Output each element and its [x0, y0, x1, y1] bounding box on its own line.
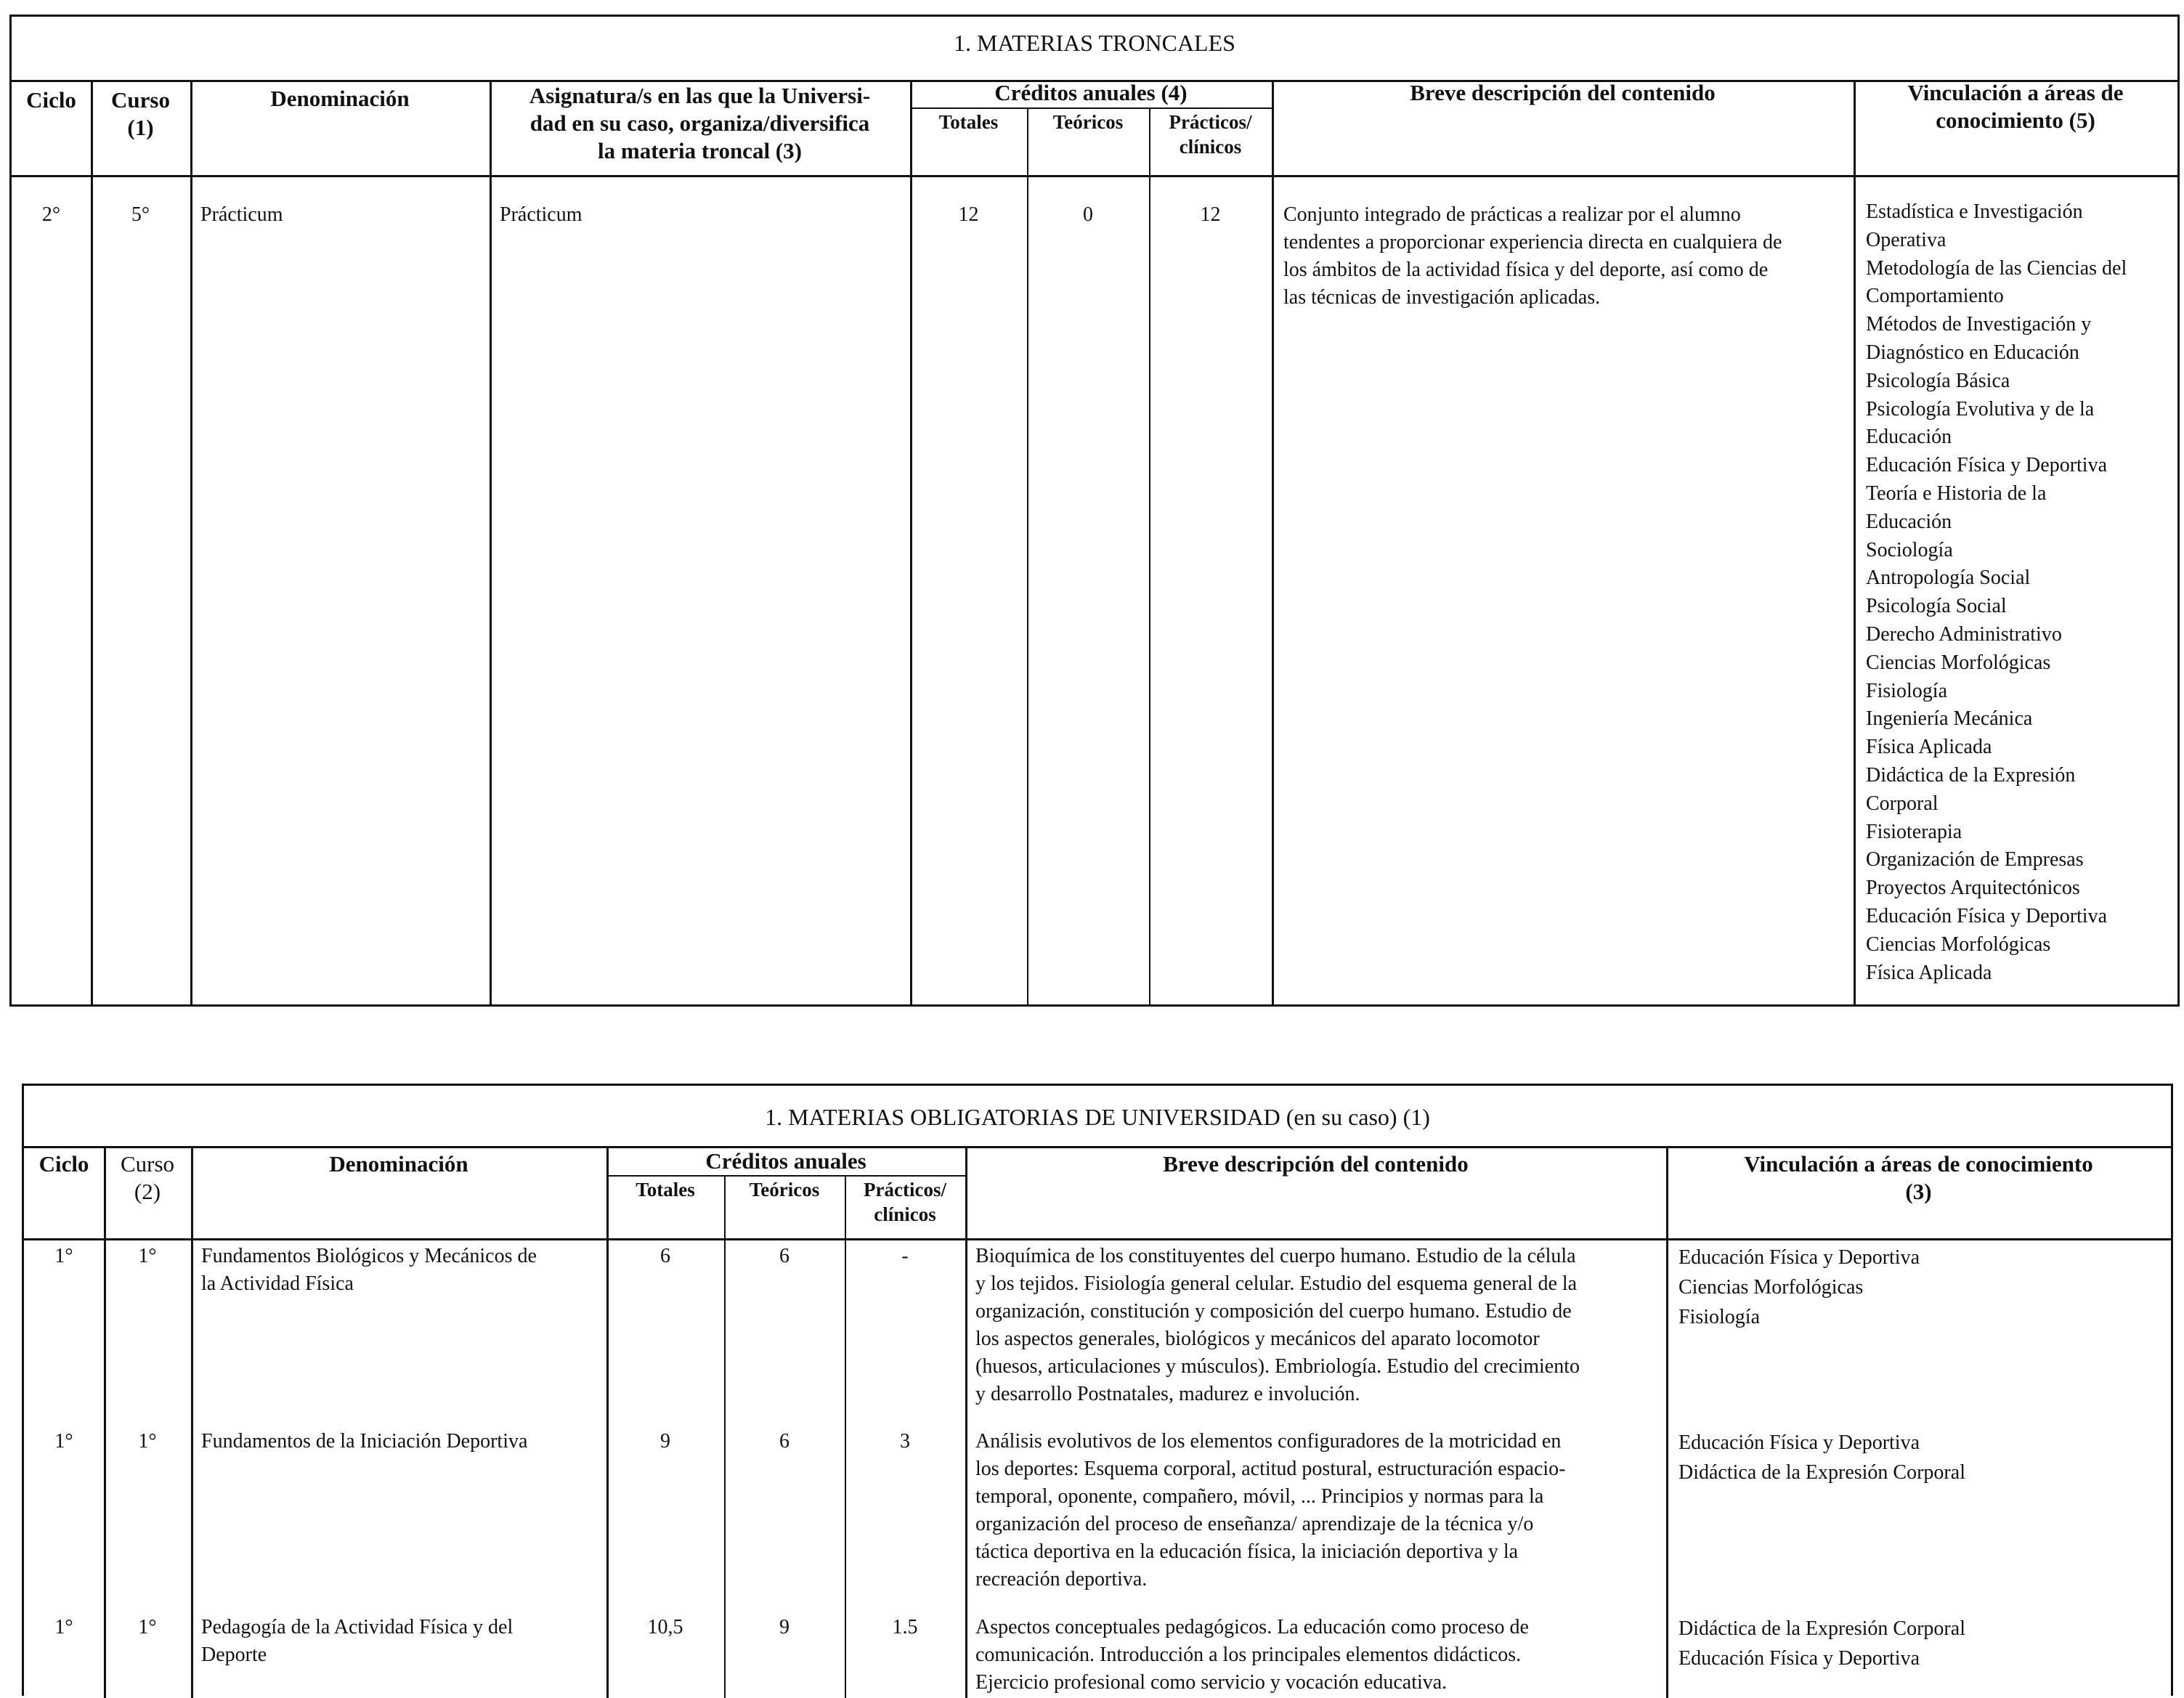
header-ciclo: Ciclo [38, 1151, 89, 1177]
header-creditos: Créditos anuales (4) [994, 80, 1188, 105]
troncales-table [9, 15, 2180, 1007]
area-item: Ciencias Morfológicas [1866, 651, 2051, 674]
header-practicos: Prácticos/ clínicos [864, 1179, 946, 1225]
header-asignaturas: Asignatura/s en las que la Universi- dad en su caso, organiza/diversifica la materia troncal (3) [529, 83, 871, 163]
cell-asignatura: Prácticum [500, 203, 582, 226]
cell-denominacion: Pedagogía de la Actividad Física y del Deporte [201, 1616, 513, 1666]
cell-teoricos: 9 [779, 1616, 789, 1638]
header-curso: Curso (1) [111, 87, 170, 140]
cell-areas: Educación Física y Deportiva Didáctica de la Expresión Corporal [1678, 1431, 1965, 1484]
area-item: Sociología [1866, 538, 1953, 561]
header-denominacion: Denominación [270, 86, 410, 111]
areas-list [1866, 198, 2175, 987]
header-descripcion: Breve descripción del contenido [1163, 1151, 1469, 1177]
col-divider [1272, 80, 1274, 1004]
troncales-title: 1. MATERIAS TRONCALES [954, 30, 1235, 56]
area-item: Psicología Evolutiva y de la Educación [1866, 397, 2095, 449]
area-item: Fisioterapia [1866, 820, 1962, 843]
area-item: Derecho Administrativo [1866, 622, 2062, 646]
cell-totales: 10,5 [647, 1616, 683, 1638]
cell-curso: 5° [131, 203, 150, 226]
cell-curso: 1° [138, 1616, 157, 1638]
obligatorias-title: 1. MATERIAS OBLIGATORIAS DE UNIVERSIDAD (en su caso) (1) [765, 1104, 1430, 1130]
cell-denominacion: Prácticum [200, 203, 283, 226]
cell-descripcion: Aspectos conceptuales pedagógicos. La educación como proceso de comunicación. Introducción a los principales elementos didácticos. Ejercicio profesional como servicio y vocación educativa. [975, 1616, 1529, 1694]
cell-areas: Didáctica de la Expresión Corporal Educación Física y Deportiva [1678, 1617, 1965, 1670]
cell-practicos: 3 [900, 1430, 910, 1453]
troncales-header-rule [12, 175, 2177, 177]
col-divider [490, 80, 492, 1004]
area-item: Proyectos Arquitectónicos [1866, 877, 2080, 900]
cell-practicos: 12 [1200, 203, 1221, 226]
area-item: Didáctica de la Expresión Corporal [1866, 763, 2076, 815]
col-divider [191, 1146, 193, 1698]
header-practicos: Prácticos/ clínicos [1169, 111, 1252, 158]
cell-denominacion: Fundamentos Biológicos y Mecánicos de la Actividad Física [201, 1245, 537, 1295]
obligatorias-header-rule [24, 1238, 2171, 1240]
area-item: Estadística e Investigación Operativa [1866, 200, 2083, 251]
cell-areas: Educación Física y Deportiva Ciencias Morfológicas Fisiología [1678, 1246, 1920, 1328]
obligatorias-table [22, 1084, 2173, 1696]
area-item: Educación Física y Deportiva [1866, 454, 2108, 477]
cell-ciclo: 2° [41, 203, 61, 226]
col-divider [1149, 107, 1150, 1004]
cell-curso: 1° [138, 1245, 157, 1267]
header-ciclo: Ciclo [26, 87, 76, 113]
header-totales: Totales [938, 111, 999, 133]
cell-practicos: - [901, 1245, 909, 1267]
header-descripcion: Breve descripción del contenido [1410, 80, 1716, 105]
area-item: Psicología Básica [1866, 369, 2010, 392]
col-divider [965, 1146, 967, 1698]
cell-ciclo: 1° [54, 1616, 73, 1638]
cell-curso: 1° [138, 1430, 157, 1453]
obligatorias-title-rule [24, 1146, 2171, 1148]
cell-totales: 9 [660, 1430, 670, 1453]
area-item: Teoría e Historia de la Educación [1866, 482, 2047, 533]
area-item: Física Aplicada [1866, 961, 1992, 984]
area-item: Ingeniería Mecánica [1866, 707, 2033, 731]
cell-practicos: 1.5 [892, 1616, 918, 1638]
header-denominacion: Denominación [329, 1151, 468, 1177]
creditos-subheader-rule [606, 1175, 965, 1177]
cell-denominacion: Fundamentos de la Iniciación Deportiva [201, 1430, 528, 1453]
header-teoricos: Teóricos [1052, 111, 1124, 133]
area-item: Organización de Empresas [1866, 848, 2084, 872]
col-divider [1854, 80, 1856, 1004]
cell-totales: 6 [660, 1245, 670, 1267]
col-divider [1666, 1146, 1668, 1698]
header-vinculacion: Vinculación a áreas de conocimiento (3) [1744, 1151, 2093, 1204]
area-item: Fisiología [1866, 679, 1948, 702]
header-creditos: Créditos anuales [705, 1148, 866, 1174]
area-item: Métodos de Investigación y Diagnóstico en Educación [1866, 313, 2092, 364]
header-curso: Curso (2) [120, 1151, 175, 1204]
area-item: Psicología Social [1866, 595, 2007, 618]
cell-ciclo: 1° [54, 1430, 73, 1453]
area-item: Metodología de las Ciencias del Comportamiento [1866, 256, 2127, 308]
area-item: Física Aplicada [1866, 736, 1992, 759]
cell-descripcion: Conjunto integrado de prácticas a realizar por el alumno tendentes a proporcionar experiencia directa en cualquiera de los ámbitos de la actividad física y del deporte, así como de las técnicas de investigación aplicadas. [1283, 203, 1782, 309]
cell-teoricos: 6 [779, 1245, 789, 1267]
cell-ciclo: 1° [54, 1245, 73, 1267]
col-divider [190, 80, 192, 1004]
cell-teoricos: 0 [1083, 203, 1093, 226]
creditos-subheader-rule [910, 107, 1272, 109]
header-teoricos: Teóricos [749, 1179, 820, 1201]
col-divider [1027, 107, 1028, 1004]
area-item: Antropología Social [1866, 566, 2031, 590]
area-item: Educación Física y Deportiva [1866, 904, 2108, 927]
header-vinculacion: Vinculación a áreas de conocimiento (5) [1907, 80, 2124, 133]
cell-descripcion: Bioquímica de los constituyentes del cuerpo humano. Estudio de la célula y los tejidos. Fisiología general celular. Estudio del esquema general de la organización, constitución y composición del cuerpo humano. Estudio de los aspectos generales, biológicos y mecánicos del aparato locomotor (huesos, articulaciones y músculos). Embriología. Estudio del crecimiento y desarrollo Postnatales, madurez e involución. [975, 1245, 1580, 1405]
cell-teoricos: 6 [779, 1430, 789, 1453]
area-item: Ciencias Morfológicas [1866, 933, 2051, 956]
header-totales: Totales [636, 1179, 695, 1201]
cell-descripcion: Análisis evolutivos de los elementos configuradores de la motricidad en los deportes: Esquema corporal, actitud postural, estructuración espacio- temporal, oponente, compañero, móvil, ... Principios y normas para la organización del proceso de enseñanza/ aprendizaje de la técnica y/o táctica deportiva en la educación física, la iniciación deportiva y la recreación deportiva. [975, 1430, 1566, 1591]
cell-totales: 12 [958, 203, 979, 226]
